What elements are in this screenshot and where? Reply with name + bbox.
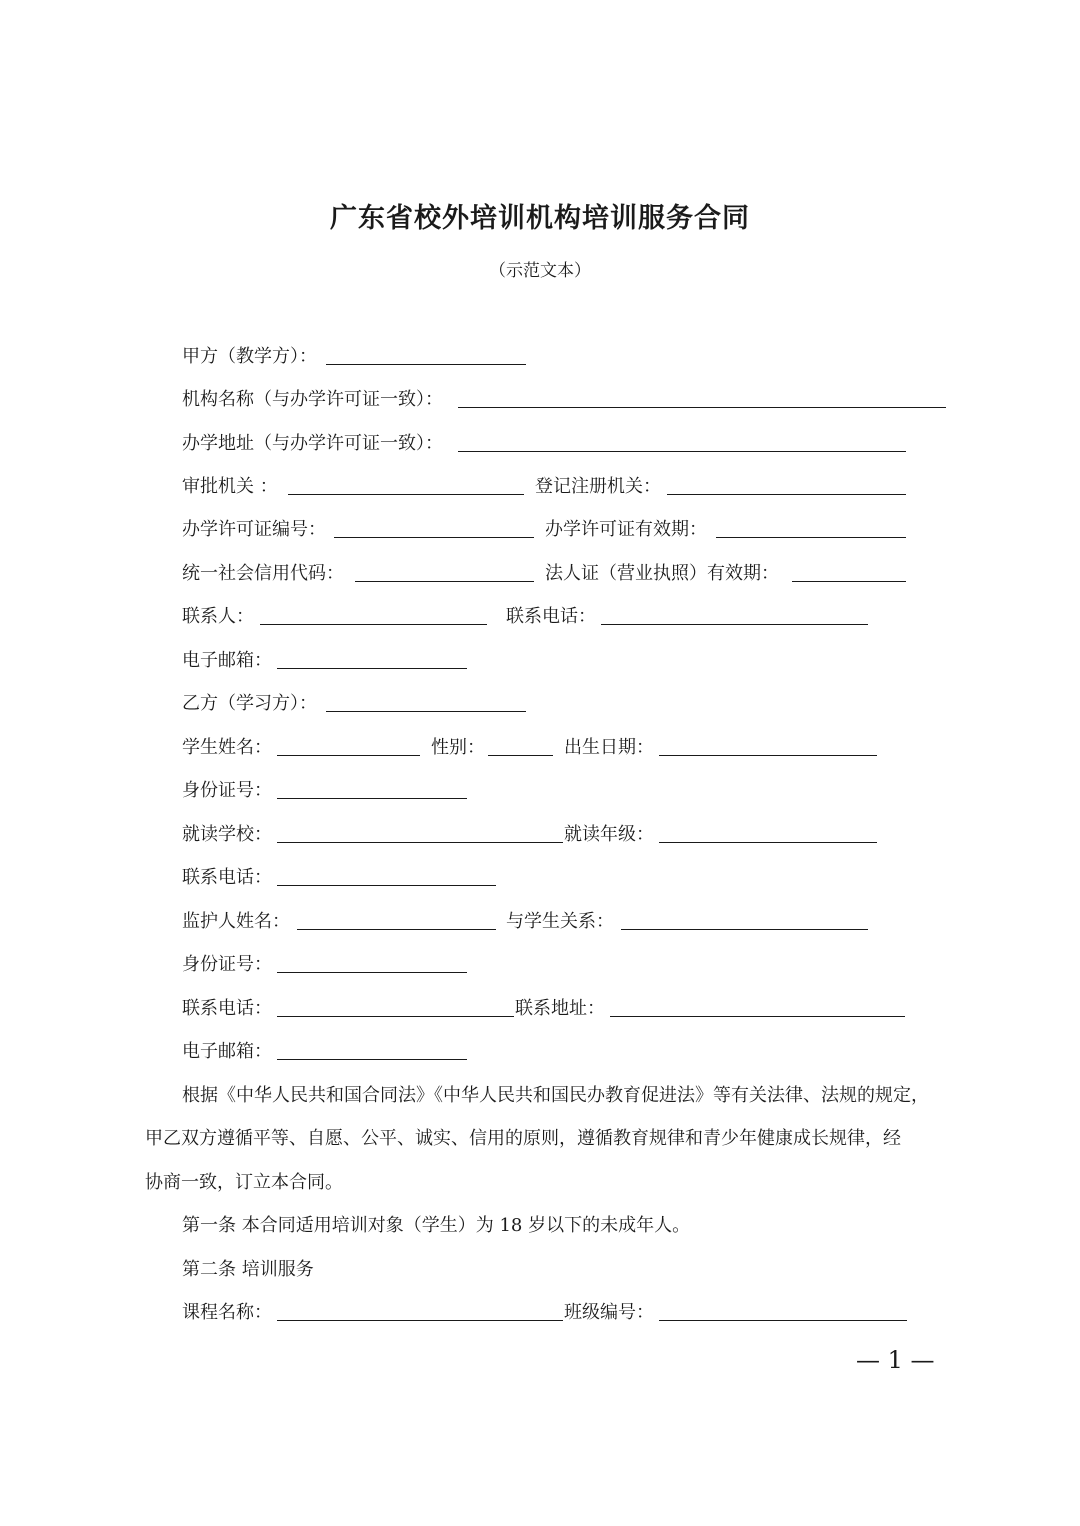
- license-validity-label: 办学许可证有效期：: [545, 519, 707, 540]
- phone-blank[interactable]: [601, 624, 868, 625]
- student-id-label: 身份证号：: [182, 780, 272, 801]
- gender-label: 性别：: [431, 737, 485, 758]
- school-blank[interactable]: [277, 842, 563, 843]
- party-a-name-blank[interactable]: [326, 364, 526, 365]
- credit-code-label: 统一社会信用代码：: [182, 563, 344, 584]
- class-label: 班级编号：: [564, 1302, 654, 1323]
- preamble-line-1: 根据《中华人民共和国合同法》《中华人民共和国民办教育促进法》等有关法律、法规的规定，: [182, 1085, 929, 1106]
- contact-blank[interactable]: [260, 624, 487, 625]
- email-blank[interactable]: [277, 668, 467, 669]
- guardian-row: [0, 907, 1080, 937]
- contact-row: [0, 602, 1080, 632]
- birth-label: 出生日期：: [564, 737, 654, 758]
- guardian-phone-label: 联系电话：: [182, 998, 272, 1019]
- credit-row: [0, 559, 1080, 589]
- party-b-name-blank[interactable]: [326, 711, 526, 712]
- course-label: 课程名称：: [182, 1302, 272, 1323]
- credit-code-blank[interactable]: [355, 581, 534, 582]
- course-blank[interactable]: [277, 1320, 563, 1321]
- license-row: [0, 515, 1080, 545]
- approval-blank[interactable]: [288, 494, 524, 495]
- registration-blank[interactable]: [667, 494, 906, 495]
- school-row: [0, 820, 1080, 850]
- grade-blank[interactable]: [659, 842, 877, 843]
- party-b-row: [0, 689, 1080, 719]
- legal-validity-blank[interactable]: [792, 581, 906, 582]
- guardian-blank[interactable]: [297, 929, 496, 930]
- email-label: 电子邮箱：: [182, 650, 272, 671]
- org-name-label: 机构名称（与办学许可证一致）：: [182, 389, 443, 410]
- guardian-id-blank[interactable]: [277, 972, 467, 973]
- student-name-blank[interactable]: [277, 755, 420, 756]
- student-id-row: [0, 776, 1080, 806]
- approval-label: 审批机关 ：: [182, 476, 278, 497]
- legal-validity-label: 法人证（营业执照）有效期：: [545, 563, 779, 584]
- guardian-address-label: 联系地址：: [515, 998, 605, 1019]
- class-blank[interactable]: [659, 1320, 907, 1321]
- guardian-email-label: 电子邮箱：: [182, 1041, 272, 1062]
- article-2-heading: 第二条 培训服务: [182, 1259, 314, 1280]
- school-label: 就读学校：: [182, 824, 272, 845]
- party-a-row: [0, 342, 1080, 372]
- registration-label: 登记注册机关：: [535, 476, 661, 497]
- grade-label: 就读年级：: [564, 824, 654, 845]
- relation-blank[interactable]: [621, 929, 868, 930]
- gender-blank[interactable]: [488, 755, 553, 756]
- preamble-line-3: 协商一致，订立本合同。: [145, 1172, 343, 1193]
- org-name-row: [0, 385, 1080, 415]
- party-b-heading: 乙方（学习方）：: [182, 693, 317, 714]
- student-row: [0, 733, 1080, 763]
- guardian-label: 监护人姓名：: [182, 911, 290, 932]
- party-a-heading: 甲方（教学方）：: [182, 346, 317, 367]
- address-label: 办学地址（与办学许可证一致）：: [182, 433, 443, 454]
- guardian-phone-blank[interactable]: [277, 1016, 514, 1017]
- guardian-id-row: [0, 950, 1080, 980]
- page-number: — 1 —: [856, 1346, 935, 1374]
- address-blank[interactable]: [458, 451, 906, 452]
- preamble-line-2: 甲乙双方遵循平等、自愿、公平、诚实、信用的原则，遵循教育规律和青少年健康成长规律，经: [145, 1128, 901, 1149]
- student-phone-label: 联系电话：: [182, 867, 272, 888]
- document-subtitle: （示范文本）: [489, 261, 591, 281]
- org-name-blank[interactable]: [458, 407, 946, 408]
- license-no-label: 办学许可证编号：: [182, 519, 326, 540]
- article-1: 第一条 本合同适用培训对象（学生）为 18 岁以下的未成年人。: [182, 1215, 691, 1236]
- student-phone-blank[interactable]: [277, 885, 496, 886]
- approval-row: [0, 472, 1080, 502]
- student-phone-row: [0, 863, 1080, 893]
- relation-label: 与学生关系：: [506, 911, 614, 932]
- guardian-email-row: [0, 1037, 1080, 1067]
- guardian-address-blank[interactable]: [610, 1016, 905, 1017]
- student-id-blank[interactable]: [277, 798, 467, 799]
- contact-label: 联系人：: [182, 606, 254, 627]
- license-no-blank[interactable]: [334, 537, 534, 538]
- phone-label: 联系电话：: [506, 606, 596, 627]
- birth-blank[interactable]: [659, 755, 877, 756]
- document-title: 广东省校外培训机构培训服务合同: [330, 203, 750, 234]
- course-row: [0, 1298, 1080, 1328]
- guardian-email-blank[interactable]: [277, 1059, 467, 1060]
- guardian-contact-row: [0, 994, 1080, 1024]
- email-row: [0, 646, 1080, 676]
- student-name-label: 学生姓名：: [182, 737, 272, 758]
- license-validity-blank[interactable]: [716, 537, 906, 538]
- address-row: [0, 429, 1080, 459]
- guardian-id-label: 身份证号：: [182, 954, 272, 975]
